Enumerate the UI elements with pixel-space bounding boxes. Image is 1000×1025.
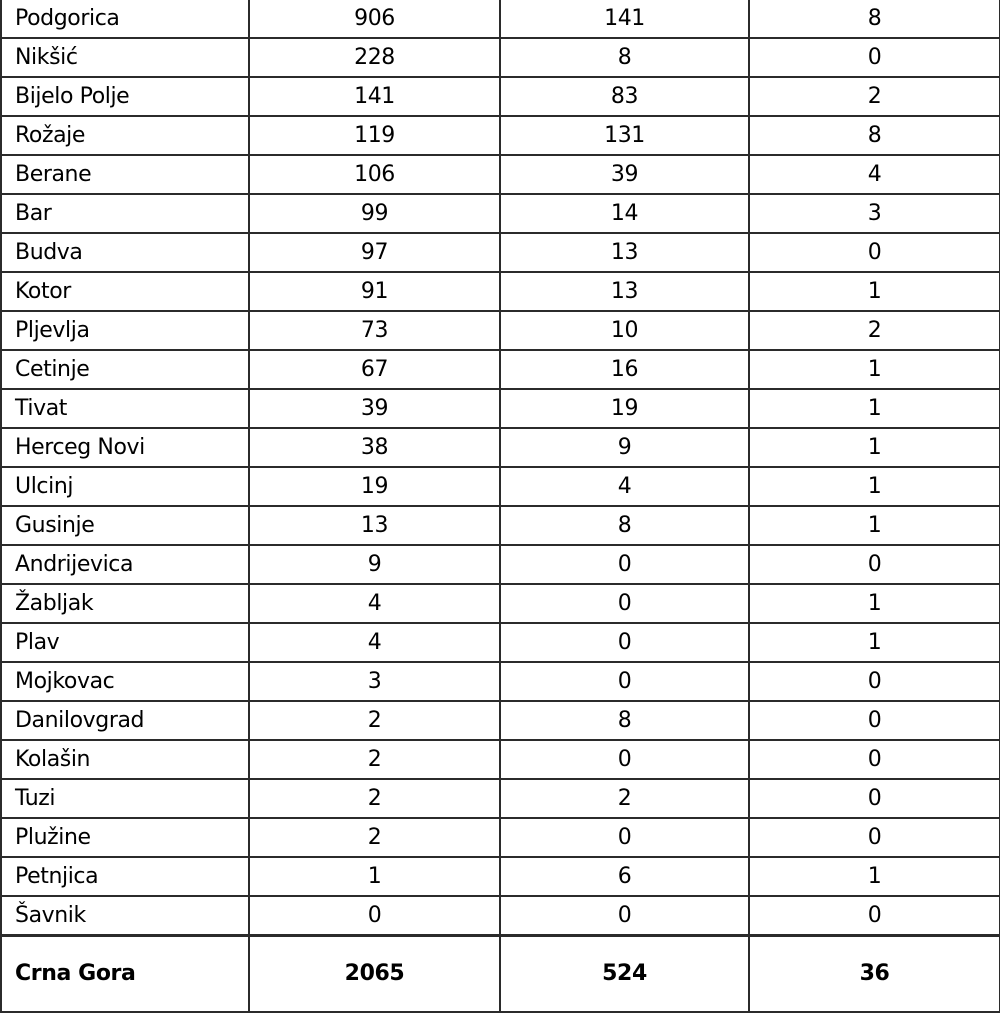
value-cell-3: 1: [749, 506, 1000, 545]
municipality-name-cell: Žabljak: [1, 584, 249, 623]
value-cell-1: 2: [249, 779, 500, 818]
value-cell-1: 106: [249, 155, 500, 194]
value-cell-3: 3: [749, 194, 1000, 233]
value-cell-1: 119: [249, 116, 500, 155]
value-cell-3: 8: [749, 0, 1000, 38]
value-cell-2: 8: [500, 38, 749, 77]
value-cell-2: 13: [500, 233, 749, 272]
table-row: [1, 545, 1000, 584]
value-cell-3: 2: [749, 311, 1000, 350]
table-row: [1, 506, 1000, 545]
table-row: [1, 584, 1000, 623]
table-row: [1, 272, 1000, 311]
municipality-name-cell: Tuzi: [1, 779, 249, 818]
value-cell-2: 0: [500, 896, 749, 936]
municipality-name-cell: Bijelo Polje: [1, 77, 249, 116]
table-row: [1, 77, 1000, 116]
value-cell-3: 1: [749, 623, 1000, 662]
municipality-name-cell: Šavnik: [1, 896, 249, 936]
value-cell-1: 19: [249, 467, 500, 506]
table-row: [1, 428, 1000, 467]
total-value-cell-3: 36: [749, 936, 1000, 1013]
value-cell-1: 2: [249, 740, 500, 779]
value-cell-1: 13: [249, 506, 500, 545]
table-row: [1, 623, 1000, 662]
value-cell-3: 1: [749, 584, 1000, 623]
table-row: [1, 389, 1000, 428]
value-cell-1: 3: [249, 662, 500, 701]
value-cell-3: 4: [749, 155, 1000, 194]
municipality-name-cell: Budva: [1, 233, 249, 272]
value-cell-3: 1: [749, 350, 1000, 389]
value-cell-1: 1: [249, 857, 500, 896]
municipality-name-cell: Herceg Novi: [1, 428, 249, 467]
table-row: [1, 467, 1000, 506]
value-cell-1: 906: [249, 0, 500, 38]
municipality-name-cell: Plav: [1, 623, 249, 662]
value-cell-3: 0: [749, 740, 1000, 779]
value-cell-3: 0: [749, 779, 1000, 818]
value-cell-1: 2: [249, 818, 500, 857]
value-cell-1: 228: [249, 38, 500, 77]
municipality-name-cell: Mojkovac: [1, 662, 249, 701]
value-cell-2: 16: [500, 350, 749, 389]
value-cell-2: 83: [500, 77, 749, 116]
value-cell-3: 1: [749, 272, 1000, 311]
table-row: [1, 116, 1000, 155]
table-row: [1, 0, 1000, 38]
municipality-name-cell: Kotor: [1, 272, 249, 311]
municipality-name-cell: Cetinje: [1, 350, 249, 389]
municipality-name-cell: Gusinje: [1, 506, 249, 545]
value-cell-2: 8: [500, 506, 749, 545]
value-cell-1: 99: [249, 194, 500, 233]
table-row: [1, 779, 1000, 818]
table-row: [1, 194, 1000, 233]
value-cell-3: 8: [749, 116, 1000, 155]
value-cell-2: 2: [500, 779, 749, 818]
value-cell-3: 0: [749, 545, 1000, 584]
value-cell-2: 0: [500, 623, 749, 662]
municipality-name-cell: Podgorica: [1, 0, 249, 38]
table-row: [1, 896, 1000, 936]
municipality-name-cell: Plužine: [1, 818, 249, 857]
value-cell-2: 0: [500, 740, 749, 779]
value-cell-2: 13: [500, 272, 749, 311]
value-cell-1: 4: [249, 584, 500, 623]
table-row: [1, 701, 1000, 740]
total-value-cell-2: 524: [500, 936, 749, 1013]
value-cell-2: 8: [500, 701, 749, 740]
table-row: [1, 818, 1000, 857]
total-value-cell-1: 2065: [249, 936, 500, 1013]
value-cell-3: 0: [749, 662, 1000, 701]
value-cell-1: 67: [249, 350, 500, 389]
municipality-name-cell: Tivat: [1, 389, 249, 428]
value-cell-1: 4: [249, 623, 500, 662]
municipality-name-cell: Rožaje: [1, 116, 249, 155]
value-cell-3: 1: [749, 428, 1000, 467]
value-cell-3: 1: [749, 857, 1000, 896]
value-cell-3: 0: [749, 701, 1000, 740]
value-cell-2: 0: [500, 584, 749, 623]
value-cell-1: 9: [249, 545, 500, 584]
value-cell-3: 0: [749, 818, 1000, 857]
table-row: [1, 38, 1000, 77]
value-cell-3: 1: [749, 467, 1000, 506]
table-row: [1, 857, 1000, 896]
value-cell-1: 73: [249, 311, 500, 350]
table-row: [1, 740, 1000, 779]
municipality-name-cell: Ulcinj: [1, 467, 249, 506]
value-cell-2: 14: [500, 194, 749, 233]
value-cell-2: 6: [500, 857, 749, 896]
value-cell-1: 91: [249, 272, 500, 311]
value-cell-2: 141: [500, 0, 749, 38]
value-cell-3: 1: [749, 389, 1000, 428]
municipality-name-cell: Pljevlja: [1, 311, 249, 350]
value-cell-1: 2: [249, 701, 500, 740]
value-cell-2: 9: [500, 428, 749, 467]
municipality-name-cell: Nikšić: [1, 38, 249, 77]
municipality-name-cell: Berane: [1, 155, 249, 194]
total-row: [1, 936, 1000, 1013]
value-cell-1: 38: [249, 428, 500, 467]
value-cell-3: 0: [749, 38, 1000, 77]
value-cell-2: 0: [500, 662, 749, 701]
value-cell-1: 0: [249, 896, 500, 936]
municipality-name-cell: Danilovgrad: [1, 701, 249, 740]
table-row: [1, 311, 1000, 350]
value-cell-2: 4: [500, 467, 749, 506]
table-row: [1, 662, 1000, 701]
table-row: [1, 233, 1000, 272]
value-cell-3: 0: [749, 233, 1000, 272]
value-cell-2: 0: [500, 818, 749, 857]
value-cell-3: 0: [749, 896, 1000, 936]
table-row: [1, 350, 1000, 389]
municipality-name-cell: Andrijevica: [1, 545, 249, 584]
municipality-name-cell: Bar: [1, 194, 249, 233]
municipality-name-cell: Petnjica: [1, 857, 249, 896]
value-cell-2: 10: [500, 311, 749, 350]
table-body: [1, 0, 1000, 1012]
value-cell-2: 19: [500, 389, 749, 428]
value-cell-1: 39: [249, 389, 500, 428]
municipality-name-cell: Kolašin: [1, 740, 249, 779]
value-cell-3: 2: [749, 77, 1000, 116]
value-cell-2: 39: [500, 155, 749, 194]
table-row: [1, 155, 1000, 194]
value-cell-1: 97: [249, 233, 500, 272]
value-cell-1: 141: [249, 77, 500, 116]
value-cell-2: 0: [500, 545, 749, 584]
value-cell-2: 131: [500, 116, 749, 155]
total-label-cell: Crna Gora: [1, 936, 249, 1013]
